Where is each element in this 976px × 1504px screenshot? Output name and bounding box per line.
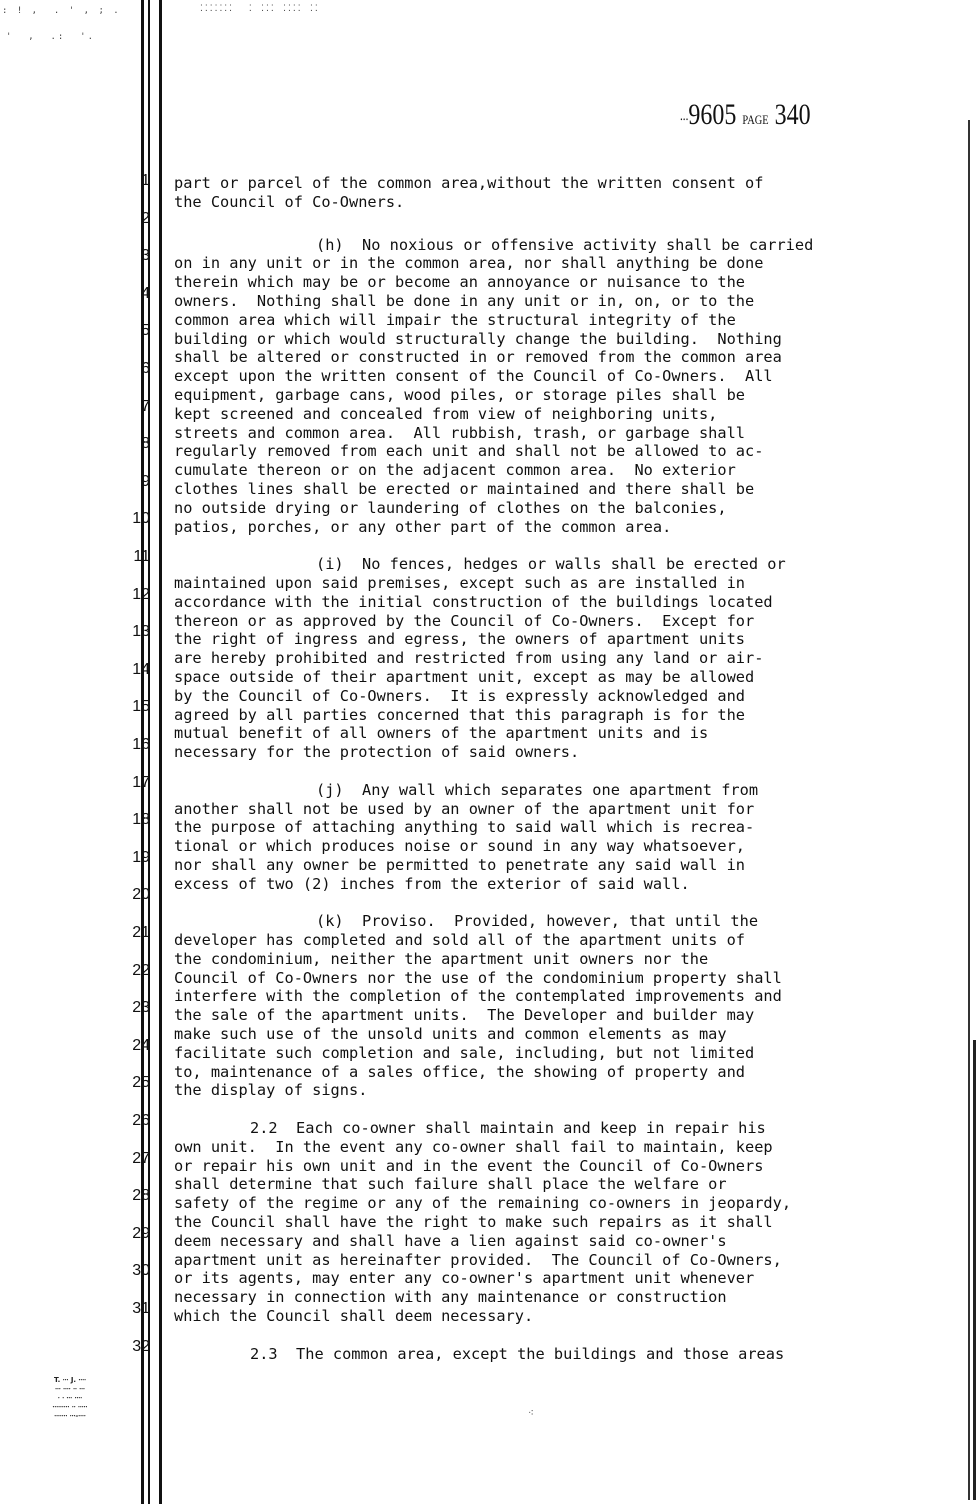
margin-rule-left-3 [159,0,162,1504]
line-number: 31 [132,1300,150,1317]
paragraph-h: (h) No noxious or offensive activity shall be carried on in any unit or in the common area, nor shall anything be done therein which may be or become an annoyance or nuisance to the owners. Nothing shall be done in any unit or in, on, or to the common area which will impair the structural integrity of the building or which would structurally change the building. Nothing shall be altered or constructed in or removed from the common area except upon the written consent of the Council of Co-Owners. All equipment, garbage cans, wood piles, or storage piles shall be kept screened and concealed from view of neighboring units, streets and common area. All rubbish, trash, or garbage shall regularly removed from each unit and shall not be allowed to ac- cumulate thereon or on the adjacent common area. No exterior clothes lines shall be erected or maintained and there shall be no outside drying or laundering of clothes on the balconies, patios, porches, or any other part of the common area. [174,235,814,536]
line-number: 10 [132,510,150,528]
paragraph-i: (i) No fences, hedges or walls shall be erected or maintained upon said premises, except such as are installed in accordance with the initial construction of the buildings located thereon or as approved by the Council of Co-Owners. Except for the right of ingress and egress, the owners of apartment units are hereby prohibited and restricted from using any land or air- space outside of their apartment unit, except as may be allowed by the Council of Co-Owners. It is expressly acknowledged and agreed by all parties concerned that this paragraph is for the mutual benefit of all owners of the apartment units and is necessary for the protection of said owners. [174,555,786,762]
attorney-stamp [14,1376,126,1421]
line-number: 17 [132,773,150,791]
line-number: 26 [132,1112,150,1129]
attorney-stamp-line: ⸱ ⸱ ⸱⸱⸱ ⸱⸱⸱⸱ [57,1394,83,1402]
line-number: 4 [141,284,150,302]
line-number: 24 [132,1036,150,1054]
line-number: 32 [132,1337,150,1355]
book-number: 9605 [688,98,737,131]
line-number: 16 [132,736,150,753]
line-number: 20 [132,886,150,904]
line-number: 15 [132,698,150,716]
paragraph-continuation: part or parcel of the common area,without the written consent of the Council of Co-Owners. [174,174,764,211]
attorney-stamp-line: ⸱⸱⸱ ⸱⸱⸱⸱ ⸱⸱ ⸱⸱⸱ [55,1385,85,1393]
line-number: 19 [132,848,150,866]
line-number: 8 [141,435,150,453]
line-number: 2 [141,209,150,227]
line-number: 5 [141,322,150,340]
attorney-stamp-line: T. ⸱⸱⸱ J. ⸱⸱⸱⸱ [53,1376,87,1384]
line-number: 30 [132,1262,150,1280]
scan-speckle: ⁚⁚⁚⁚⁚⁚⁚ ⁚ ⁚⁚⁚ ⁚⁚⁚⁚ ⁚⁚ [200,4,320,14]
line-number: 23 [132,999,150,1017]
scan-speckle: ⁖ [528,1408,534,1419]
line-number: 1 [141,172,150,189]
section-2-2: 2.2 Each co-owner shall maintain and keep in repair his own unit. In the event any co-owner shall fail to maintain, keep or repair his own unit and in the event the Council of Co-Owners shall determine that such failure shall place the welfare or safety of the regime or any of the remaining co-owners in jeopardy, the Council shall have the right to make such repairs as it shall deem necessary and shall have a lien against said co-owner's apartment unit as hereinafter provided. The Council of Co-Owners, or its agents, may enter any co-owner's apartment unit whenever necessary in connection with any maintenance or construction which the Council shall deem necessary. [174,1119,792,1326]
scan-speckle: : ! , . ' , ; . [2,6,121,16]
section-2-3: 2.3 The common area, except the buildings and those areas [250,1344,785,1363]
book-page-reference [680,98,811,132]
line-number: 13 [132,623,150,641]
line-number: 6 [141,360,150,377]
line-number: 7 [141,397,150,415]
line-number: 12 [132,585,150,603]
paragraph-k: (k) Proviso. Provided, however, that until the developer has completed and sold all of the apartment units of the condominium, neither the apartment unit owners nor the Council of Co-Owners nor the use of the condominium property shall interfere with the completion of the contemplated improvements and the sale of the apartment units. The Developer and builder may make such use of the unsold units and common elements as may facilitate such completion and sale, including, but not limited to, maintenance of a sales office, the showing of property and the display of signs. [174,912,782,1100]
attorney-stamp-line: ⸱⸱⸱⸱⸱⸱⸱⸱⸱ ⸱⸱ ⸱⸱⸱⸱⸱ [52,1403,88,1411]
scan-speckle: ' , .: '. [6,32,96,42]
page-number: 340 [774,98,811,131]
line-number: 21 [132,924,150,941]
line-number: 22 [132,961,150,979]
line-number: 29 [132,1224,150,1242]
document-body [174,174,944,1382]
line-number: 3 [141,247,150,265]
line-number: 11 [133,548,150,565]
line-number: 28 [132,1187,150,1205]
attorney-stamp-line: ⸱⸱⸱⸱⸱⸱⸱ ⸱⸱⸱-⸱⸱⸱⸱ [54,1412,86,1420]
margin-rule-right [968,120,970,1500]
book-prefix: ⸱⸱⸱ [680,112,689,127]
line-number: 27 [132,1149,150,1167]
line-number: 18 [132,811,150,829]
line-number: 9 [141,472,150,490]
page-label: PAGE [742,112,769,127]
line-number: 14 [132,660,150,678]
line-number: 25 [132,1074,150,1092]
paragraph-j: (j) Any wall which separates one apartment from another shall not be used by an owner of the apartment unit for the purpose of attaching anything to said wall which is recrea- tional or which produces noise or sound in any way whatsoever, nor shall any owner be permitted to penetrate any said wall in excess of two (2) inches from the exterior of said wall. [174,780,759,893]
